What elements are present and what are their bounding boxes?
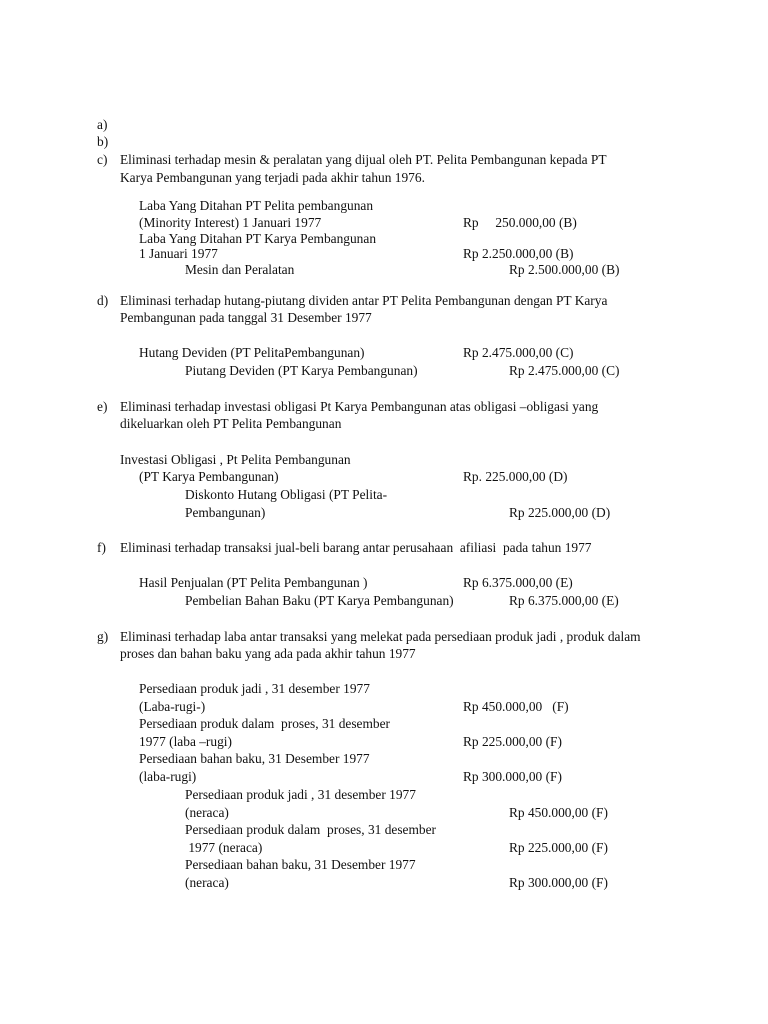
item-marker-g: g) xyxy=(97,629,109,644)
journal-debit-amount: Rp 2.250.000,00 (B) xyxy=(463,246,574,261)
journal-debit-desc: Persediaan produk dalam proses, 31 desember xyxy=(139,716,391,731)
journal-credit-desc: (neraca) xyxy=(185,805,229,820)
journal-debit-amount: Rp 250.000,00 (B) xyxy=(463,215,577,230)
item-g-text-2: proses dan bahan baku yang ada pada akhir tahun 1977 xyxy=(120,646,416,661)
item-marker-b: b) xyxy=(97,134,109,149)
journal-credit-desc: Persediaan produk dalam proses, 31 desember xyxy=(185,822,437,837)
journal-debit-amount: Rp 300.000,00 (F) xyxy=(463,769,562,784)
item-g-text-1: Eliminasi terhadap laba antar transaksi yang melekat pada persediaan produk jadi , produk dalam xyxy=(120,629,641,644)
item-d-text-2: Pembangunan pada tanggal 31 Desember 1977 xyxy=(120,310,372,325)
item-marker-f: f) xyxy=(97,540,106,555)
journal-credit-desc: Diskonto Hutang Obligasi (PT Pelita- xyxy=(185,487,388,502)
item-c-text-2: Karya Pembangunan yang terjadi pada akhir tahun 1976. xyxy=(120,170,425,185)
journal-debit-desc: Persediaan produk jadi , 31 desember 1977 xyxy=(139,681,370,696)
journal-credit-desc: Pembangunan) xyxy=(185,505,266,520)
item-marker-a: a) xyxy=(97,117,108,132)
journal-debit-desc: Persediaan bahan baku, 31 Desember 1977 xyxy=(139,751,370,766)
journal-credit-desc: Mesin dan Peralatan xyxy=(185,262,295,277)
journal-credit-desc: Piutang Deviden (PT Karya Pembangunan) xyxy=(185,363,418,378)
journal-debit-desc: (laba-rugi) xyxy=(139,769,197,784)
journal-credit-desc: 1977 (neraca) xyxy=(185,840,263,855)
journal-credit-amount: Rp 300.000,00 (F) xyxy=(509,875,608,890)
journal-debit-amount: Rp 6.375.000,00 (E) xyxy=(463,575,573,590)
item-marker-e: e) xyxy=(97,399,108,414)
journal-debit-desc: Hasil Penjualan (PT Pelita Pembangunan ) xyxy=(139,575,368,590)
journal-debit-desc: Laba Yang Ditahan PT Pelita pembangunan xyxy=(139,198,374,213)
item-marker-c: c) xyxy=(97,152,108,167)
journal-credit-amount: Rp 225.000,00 (F) xyxy=(509,840,608,855)
journal-debit-amount: Rp. 225.000,00 (D) xyxy=(463,469,568,484)
journal-credit-desc: Persediaan bahan baku, 31 Desember 1977 xyxy=(185,857,416,872)
journal-credit-desc: Pembelian Bahan Baku (PT Karya Pembangunan) xyxy=(185,593,454,608)
journal-debit-desc: Investasi Obligasi , Pt Pelita Pembangunan xyxy=(120,452,351,467)
item-f-text-1: Eliminasi terhadap transaksi jual-beli barang antar perusahaan afiliasi pada tahun 1977 xyxy=(120,540,592,555)
journal-debit-amount: Rp 225.000,00 (F) xyxy=(463,734,562,749)
journal-debit-desc: 1 Januari 1977 xyxy=(139,246,218,261)
journal-debit-desc: Hutang Deviden (PT PelitaPembangunan) xyxy=(139,345,365,360)
item-marker-d: d) xyxy=(97,293,109,308)
journal-debit-desc: (Minority Interest) 1 Januari 1977 xyxy=(139,215,322,230)
journal-credit-amount: Rp 6.375.000,00 (E) xyxy=(509,593,619,608)
journal-credit-desc: (neraca) xyxy=(185,875,229,890)
journal-debit-desc: Laba Yang Ditahan PT Karya Pembangunan xyxy=(139,231,377,246)
item-e-text-1: Eliminasi terhadap investasi obligasi Pt Karya Pembangunan atas obligasi –obligasi yang xyxy=(120,399,599,414)
journal-debit-desc: (PT Karya Pembangunan) xyxy=(139,469,279,484)
item-e-text-2: dikeluarkan oleh PT Pelita Pembangunan xyxy=(120,416,342,431)
journal-credit-amount: Rp 225.000,00 (D) xyxy=(509,505,611,520)
journal-debit-desc: 1977 (laba –rugi) xyxy=(139,734,232,749)
journal-credit-amount: Rp 2.500.000,00 (B) xyxy=(509,262,620,277)
journal-credit-amount: Rp 2.475.000,00 (C) xyxy=(509,363,620,378)
journal-debit-desc: (Laba-rugi-) xyxy=(139,699,206,714)
item-c-text-1: Eliminasi terhadap mesin & peralatan yang dijual oleh PT. Pelita Pembangunan kepada PT xyxy=(120,152,607,167)
item-d-text-1: Eliminasi terhadap hutang-piutang dividen antar PT Pelita Pembangunan dengan PT Karya xyxy=(120,293,608,308)
journal-credit-amount: Rp 450.000,00 (F) xyxy=(509,805,608,820)
journal-debit-amount: Rp 2.475.000,00 (C) xyxy=(463,345,574,360)
journal-debit-amount: Rp 450.000,00 (F) xyxy=(463,699,569,714)
journal-credit-desc: Persediaan produk jadi , 31 desember 1977 xyxy=(185,787,416,802)
